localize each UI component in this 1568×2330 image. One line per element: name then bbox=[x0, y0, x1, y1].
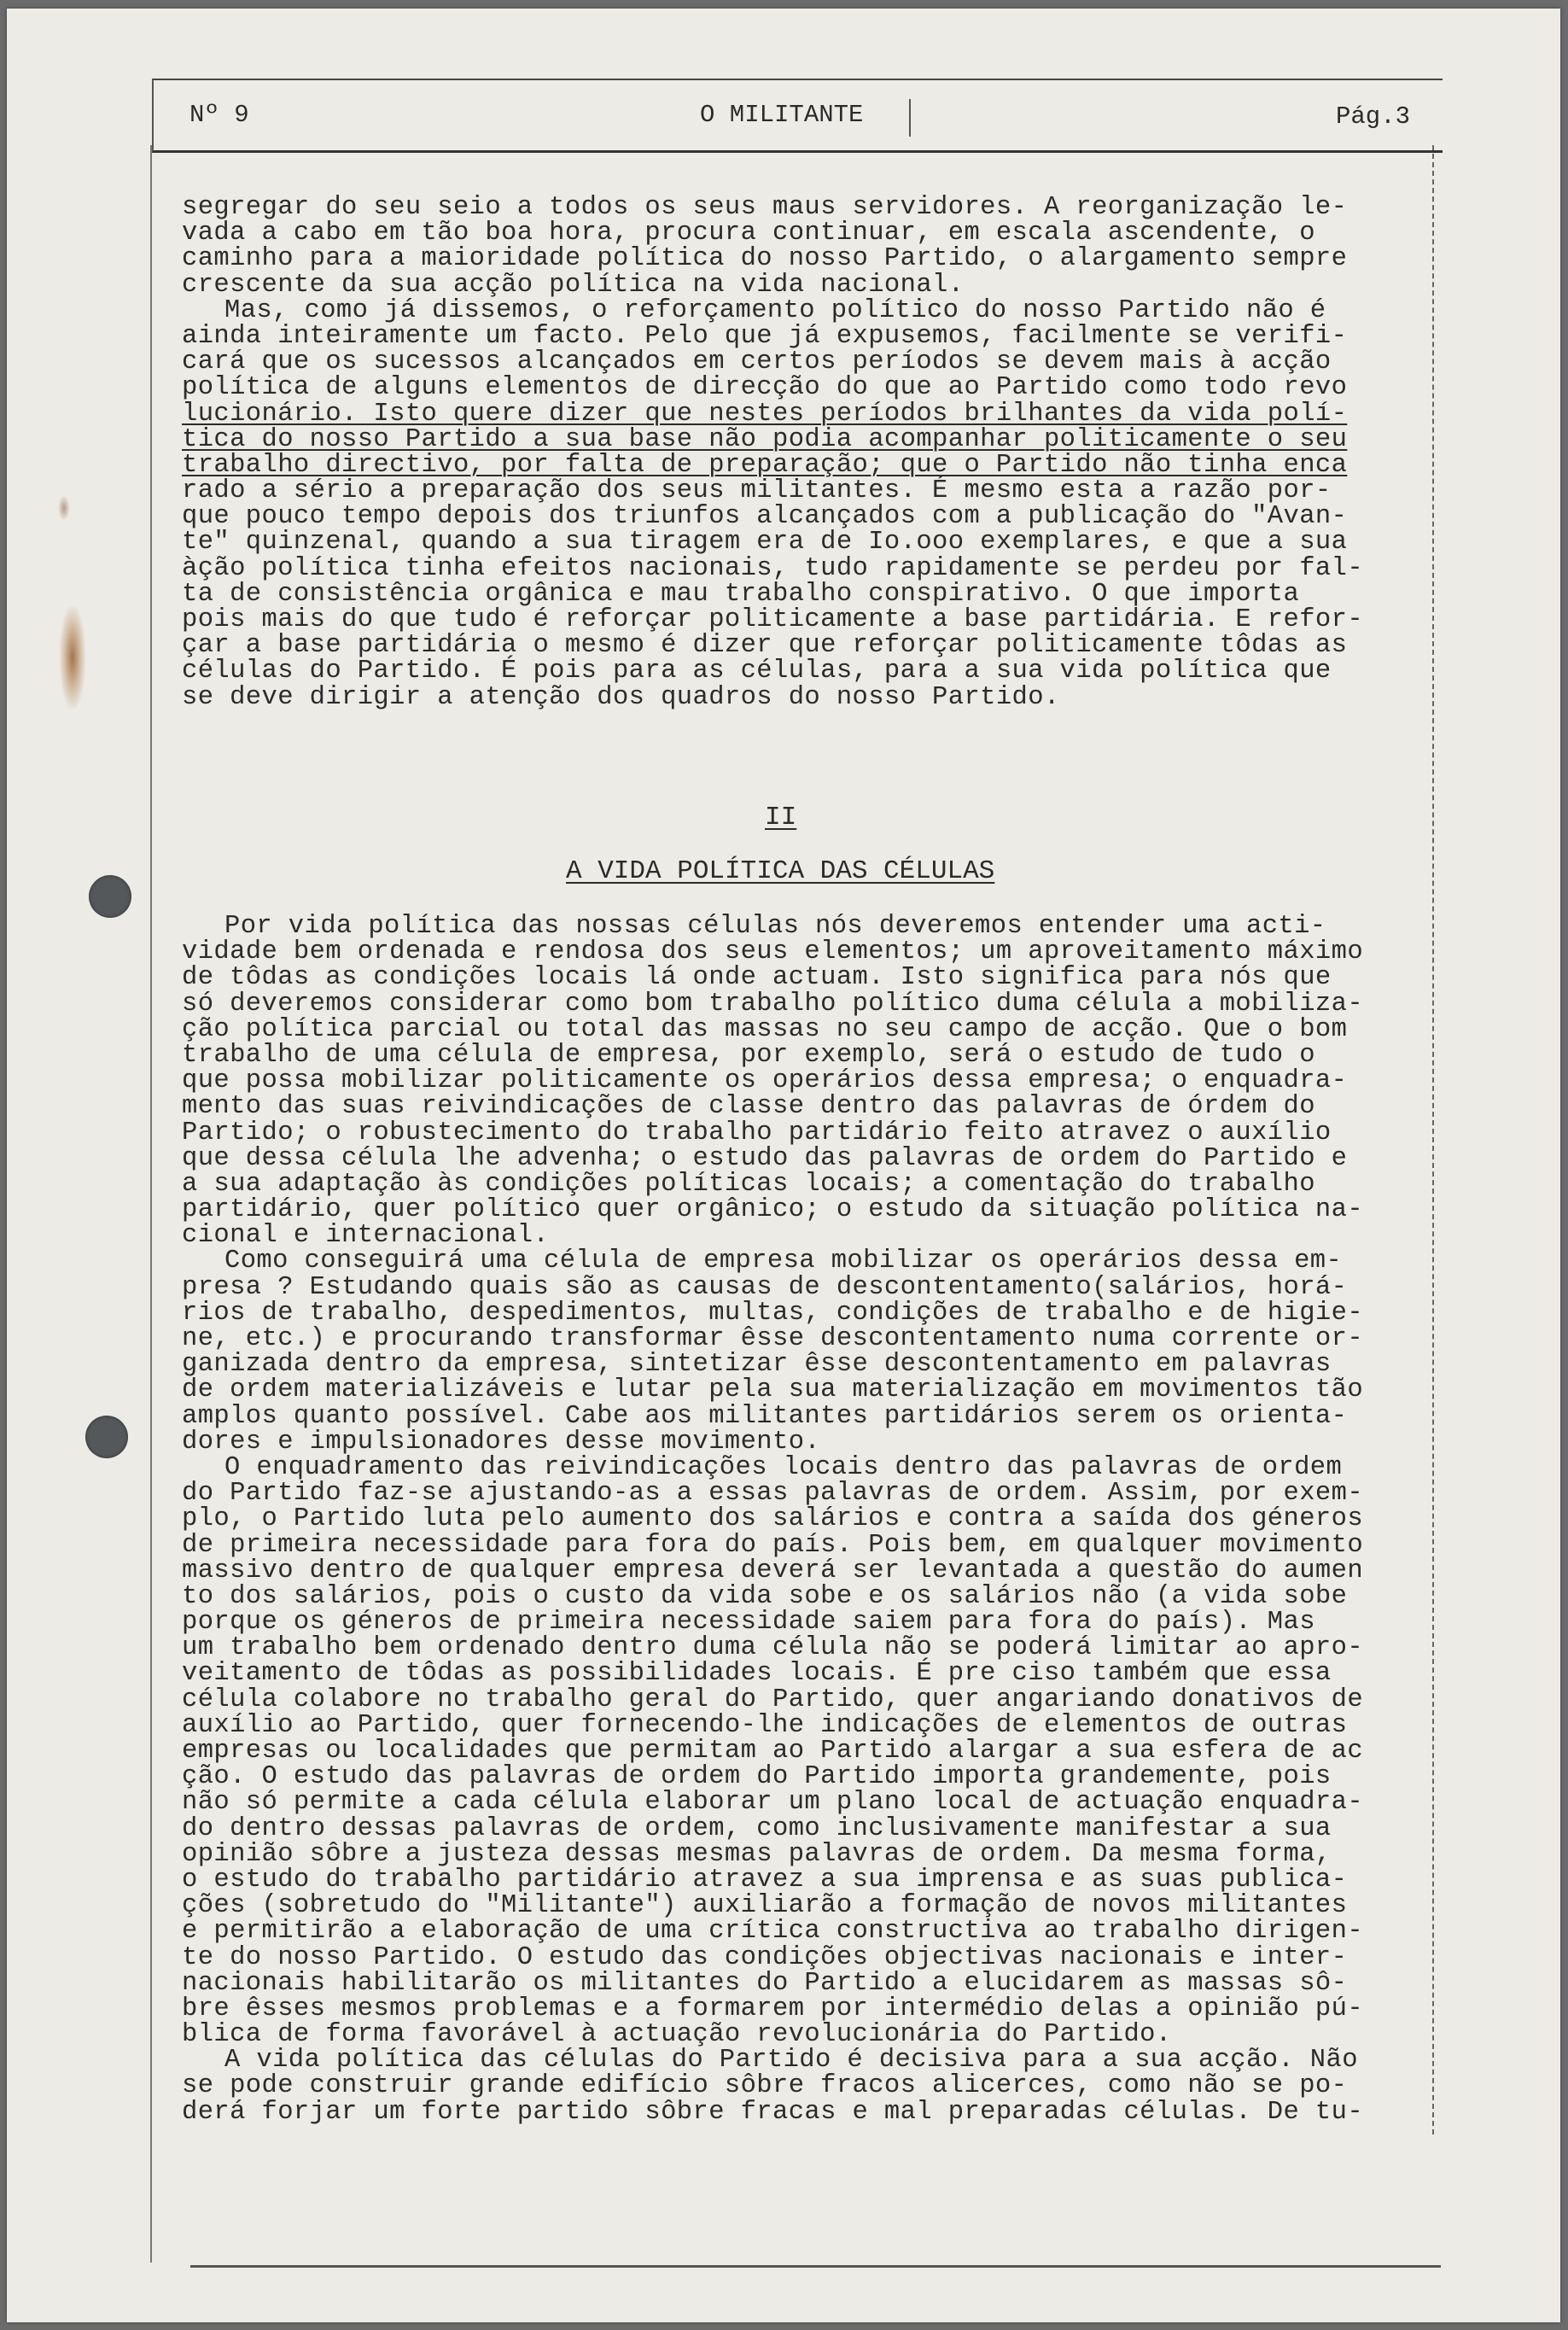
page-number: Pág.3 bbox=[1335, 102, 1410, 131]
text-line: auxílio ao Partido, quer fornecendo-lhe indicações de elementos de outras bbox=[182, 1710, 1348, 1740]
text-line: e permitirão a elaboração de uma crítica constructiva ao trabalho dirigen- bbox=[182, 1917, 1364, 1947]
publication-title: O MILITANTE bbox=[700, 101, 864, 129]
text-line: opinião sôbre a justeza dessas mesmas palavras de ordem. Da mesma forma, bbox=[182, 1839, 1332, 1869]
text-line: cará que os sucessos alcançados em certos períodos se devem mais à acção bbox=[182, 347, 1332, 377]
text-line: política de alguns elementos de direcção do que ao Partido como todo revo bbox=[182, 373, 1348, 403]
text-line: tica do nosso Partido a sua base não podia acompanhar politicamente o seu bbox=[182, 424, 1348, 454]
text-line: àção política tinha efeitos nacionais, tudo rapidamente se perdeu por fal- bbox=[182, 553, 1364, 583]
text-line: rios de trabalho, despedimentos, multas, condições de trabalho e de higie- bbox=[182, 1298, 1364, 1328]
text-line: vada a cabo em tão boa hora, procura continuar, em escala ascendente, o bbox=[182, 219, 1315, 248]
page-header bbox=[152, 79, 1443, 153]
text-line: O enquadramento das reivindicações locais dentro das palavras de ordem bbox=[224, 1452, 1343, 1482]
text-line: porque os géneros de primeira necessidade saiem para fora do país). Mas bbox=[182, 1608, 1315, 1638]
text-line: cional e internacional. bbox=[182, 1221, 550, 1251]
text-line: te" quinzenal, quando a sua tiragem era de Io.ooo exemplares, e que a sua bbox=[182, 528, 1348, 558]
text-line: ta de consistência orgânica e mau trabalho conspirativo. O que importa bbox=[182, 579, 1300, 609]
text-line: blica de forma favorável à actuação revolucionária do Partido. bbox=[182, 2020, 1172, 2050]
text-line: só deveremos considerar como bom trabalho político duma célula a mobiliza- bbox=[182, 989, 1364, 1019]
left-rule bbox=[150, 145, 154, 2263]
text-line: célula colabore no trabalho geral do Partido, quer angariando donativos de bbox=[182, 1685, 1364, 1714]
text-line: ção. O estudo das palavras de ordem do Partido importa grandemente, pois bbox=[182, 1762, 1332, 1792]
text-line: de tôdas as condições locais lá onde actuam. Isto significa para nós que bbox=[182, 963, 1332, 993]
section-title: A VIDA POLÍTICA DAS CÉLULAS bbox=[566, 856, 995, 886]
text-line: lucionário. Isto quere dizer que nestes períodos brilhantes da vida polí- bbox=[182, 399, 1348, 429]
text-line: veitamento de tôdas as possibilidades locais. É pre ciso também que essa bbox=[182, 1659, 1332, 1689]
text-line: mento das suas reivindicações de classe dentro das palavras de órdem do bbox=[182, 1092, 1315, 1122]
text-line: rado a sério a preparação dos seus militantes. É mesmo esta a razão por- bbox=[182, 476, 1332, 506]
right-rule bbox=[1432, 145, 1436, 2134]
text-line: que dessa célula lhe advenha; o estudo das palavras de ordem do Partido e bbox=[182, 1143, 1348, 1173]
punch-hole-bottom bbox=[85, 1416, 128, 1458]
text-line: ne, etc.) e procurando transformar êsse descontentamento numa corrente or- bbox=[182, 1324, 1364, 1353]
text-line: células do Partido. É pois para as células, para a sua vida política que bbox=[182, 657, 1332, 686]
text-line: empresas ou localidades que permitam ao Partido alargar a sua esfera de ac bbox=[182, 1737, 1364, 1766]
text-line: o estudo do trabalho partidário atravez a sua imprensa e as suas publica- bbox=[182, 1865, 1348, 1895]
text-line: çar a base partidária o mesmo é dizer que reforçar politicamente tôdas as bbox=[182, 631, 1348, 661]
bottom-rule bbox=[190, 2265, 1441, 2268]
header-divider bbox=[909, 99, 911, 137]
text-line: nacionais habilitarão os militantes do Partido a elucidarem as massas sô- bbox=[182, 1968, 1348, 1998]
document-page bbox=[7, 9, 1560, 2322]
text-line: a sua adaptação às condições políticas locais; a comentação do trabalho bbox=[182, 1169, 1315, 1199]
text-line: Por vida política das nossas células nós deveremos entender uma acti- bbox=[224, 912, 1326, 941]
text-line: vidade bem ordenada e rendosa dos seus elementos; um aproveitamento máximo bbox=[182, 937, 1364, 967]
text-line: derá forjar um forte partido sôbre fracas e mal preparadas células. De tu- bbox=[182, 2097, 1364, 2127]
text-line: se deve dirigir a atenção dos quadros do nosso Partido. bbox=[182, 682, 1060, 712]
text-line: Mas, como já dissemos, o reforçamento político do nosso Partido não é bbox=[224, 295, 1326, 325]
text-line: segregar do seu seio a todos os seus maus servidores. A reorganização le- bbox=[182, 193, 1348, 222]
text-line: se pode construir grande edifício sôbre fracos alicerces, como não se po- bbox=[182, 2071, 1348, 2101]
text-line: ção política parcial ou total das massas no seu campo de acção. Que o bom bbox=[182, 1014, 1348, 1044]
text-block-1 bbox=[182, 195, 1428, 710]
text-line: que pouco tempo depois dos triunfos alcançados com a publicação do "Avan- bbox=[182, 502, 1348, 532]
text-line: de primeira necessidade para fora do país. Pois bem, em qualquer movimento bbox=[182, 1530, 1364, 1560]
text-line: Como conseguirá uma célula de empresa mobilizar os operários dessa em- bbox=[224, 1247, 1343, 1276]
text-line: plo, o Partido luta pelo aumento dos salários e contra a saída dos géneros bbox=[182, 1504, 1364, 1534]
text-line: que possa mobilizar politicamente os operários dessa empresa; o enquadra- bbox=[182, 1066, 1348, 1096]
text-line: dores e impulsionadores desse movimento. bbox=[182, 1427, 821, 1457]
text-line: ganizada dentro da empresa, sintetizar êsse descontentamento em palavras bbox=[182, 1350, 1332, 1380]
text-line: do Partido faz-se ajustando-as a essas palavras de ordem. Assim, por exem- bbox=[182, 1479, 1364, 1509]
text-line: do dentro dessas palavras de ordem, como inclusivamente manifestar a sua bbox=[182, 1813, 1332, 1843]
rust-stain bbox=[60, 606, 85, 709]
text-line: A vida política das células do Partido é decisiva para a sua acção. Não bbox=[224, 2046, 1358, 2076]
text-line: não só permite a cada célula elaborar um plano local de actuação enquadra- bbox=[182, 1788, 1364, 1818]
issue-number: Nº 9 bbox=[189, 101, 249, 129]
text-line: pois mais do que tudo é reforçar politicamente a base partidária. E refor- bbox=[182, 605, 1364, 634]
text-line: ainda inteiramente um facto. Pelo que já expusemos, facilmente se verifi- bbox=[182, 321, 1348, 351]
text-line: trabalho directivo, por falta de preparação; que o Partido não tinha enca bbox=[182, 450, 1348, 480]
text-line: trabalho de uma célula de empresa, por exemplo, será o estudo de tudo o bbox=[182, 1040, 1315, 1070]
text-line: um trabalho bem ordenado dentro duma célula não se poderá limitar ao apro- bbox=[182, 1633, 1364, 1663]
text-line: te do nosso Partido. O estudo das condições objectivas nacionais e inter- bbox=[182, 1942, 1348, 1972]
punch-hole-top bbox=[89, 875, 131, 918]
text-line: caminho para a maioridade política do nosso Partido, o alargamento sempre bbox=[182, 244, 1348, 274]
section-number: II bbox=[765, 803, 797, 832]
text-line: Partido; o robustecimento do trabalho partidário feito atravez o auxílio bbox=[182, 1118, 1332, 1147]
text-line: massivo dentro de qualquer empresa deverá ser levantada a questão do aumen bbox=[182, 1556, 1364, 1585]
text-line: to dos salários, pois o custo da vida sobe e os salários não (a vida sobe bbox=[182, 1581, 1348, 1611]
text-line: ções (sobretudo do "Militante") auxiliarão a formação de novos militantes bbox=[182, 1891, 1348, 1921]
text-line: bre êsses mesmos problemas e a formarem por intermédio delas a opinião pú- bbox=[182, 1994, 1364, 2023]
rust-stain-small bbox=[58, 495, 70, 521]
text-line: amplos quanto possível. Cabe aos militantes partidários serem os orienta- bbox=[182, 1401, 1348, 1431]
text-line: de ordem materializáveis e lutar pela sua materialização em movimentos tão bbox=[182, 1375, 1364, 1405]
text-line: crescente da sua acção política na vida nacional. bbox=[182, 270, 965, 300]
text-line: partidário, quer político quer orgânico; o estudo da situação política na- bbox=[182, 1195, 1364, 1225]
text-block-2 bbox=[182, 914, 1428, 2125]
text-line: presa ? Estudando quais são as causas de descontentamento(salários, horá- bbox=[182, 1272, 1348, 1302]
